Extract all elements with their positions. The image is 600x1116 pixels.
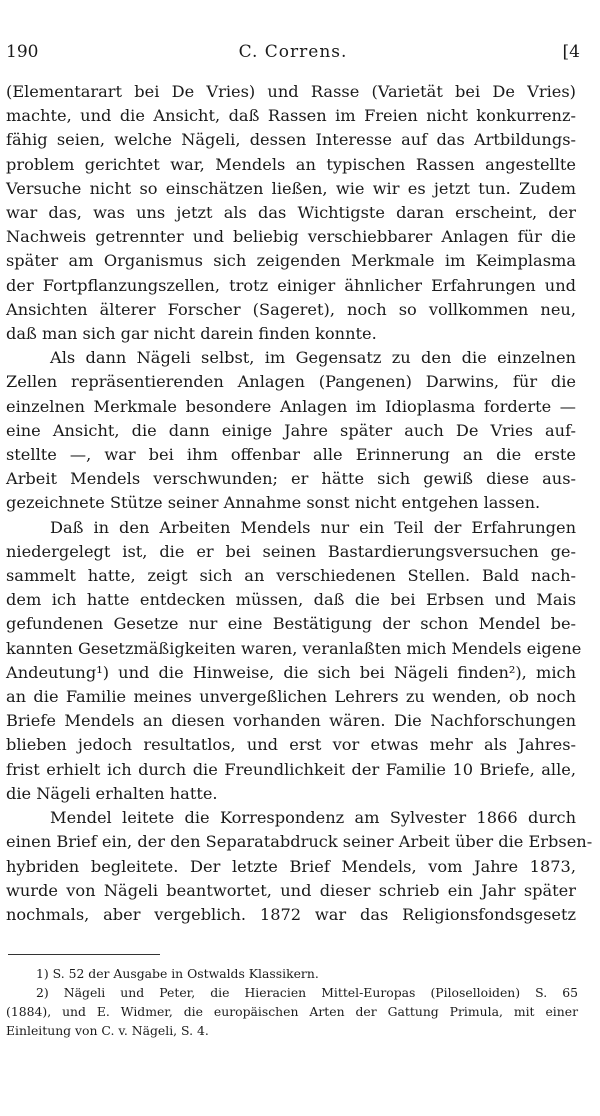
text-line: gezeichnete Stütze seiner Annahme sonst nicht entgehen lassen. — [6, 493, 541, 513]
text-line: Versuche nicht so einschätzen ließen, wie wir es jetzt tun. Zudem — [6, 178, 576, 198]
page-header — [6, 42, 580, 64]
section-bracket: [4 — [562, 42, 580, 62]
text-line: gefundenen Gesetze nur eine Bestätigung der schon Mendel be- — [6, 614, 576, 634]
text-line: die Nägeli erhalten hatte. — [6, 783, 218, 803]
text-line: kannten Gesetzmäßigkeiten waren, veranlaßten mich Mendels eigene — [6, 638, 582, 658]
text-line: nochmals, aber vergeblich. 1872 war das Religionsfondsgesetz — [6, 904, 576, 924]
text-line: Arbeit Mendels verschwunden; er hätte sich gewiß diese aus- — [6, 469, 576, 489]
text-line: daß man sich gar nicht darein finden konnte. — [6, 324, 377, 344]
text-line: einen Brief ein, der den Separatabdruck seiner Arbeit über die Erbsen- — [6, 832, 593, 852]
text-line: Mendel leitete die Korrespondenz am Sylvester 1866 durch — [50, 808, 576, 828]
text-line: machte, und die Ansicht, daß Rassen im Freien nicht konkurrenz- — [6, 106, 576, 126]
text-line: blieben jedoch resultatlos, und erst vor etwas mehr als Jahres- — [6, 735, 576, 755]
text-line: Daß in den Arbeiten Mendels nur ein Teil der Erfahrungen — [50, 517, 576, 537]
text-line: Andeutung¹) und die Hinweise, die sich bei Nägeli finden²), mich — [6, 662, 576, 682]
text-line: Als dann Nägeli selbst, im Gegensatz zu den die einzelnen — [50, 348, 576, 368]
text-line: eine Ansicht, die dann einige Jahre später auch De Vries auf- — [6, 420, 576, 440]
text-line: stellte —, war bei ihm offenbar alle Erinnerung an die erste — [6, 445, 576, 465]
footnotes — [6, 964, 578, 1040]
footnote-divider — [8, 954, 160, 955]
text-line: Nachweis getrennter und beliebig verschiebbarer Anlagen für die — [6, 227, 576, 247]
footnote-line: 2) Nägeli und Peter, die Hieracien Mittel-Europas (Piloselloiden) S. 65 — [36, 985, 578, 1000]
text-line: fähig seien, welche Nägeli, dessen Interesse auf das Artbildungs- — [6, 130, 576, 150]
text-line: frist erhielt ich durch die Freundlichkeit der Familie 10 Briefe, alle, — [6, 759, 576, 779]
text-line: sammelt hatte, zeigt sich an verschiedenen Stellen. Bald nach- — [6, 566, 576, 586]
text-line: dem ich hatte entdecken müssen, daß die bei Erbsen und Mais — [6, 590, 576, 610]
footnote-line: 1) S. 52 der Ausgabe in Ostwalds Klassikern. — [36, 966, 319, 981]
text-line: problem gerichtet war, Mendels an typischen Rassen angestellte — [6, 154, 576, 174]
footnote-line: Einleitung von C. v. Nägeli, S. 4. — [6, 1023, 209, 1038]
text-line: an die Familie meines unvergeßlichen Lehrers zu wenden, ob noch — [6, 687, 576, 707]
text-line: wurde von Nägeli beantwortet, und dieser schrieb ein Jahr später — [6, 880, 576, 900]
text-line: Ansichten älterer Forscher (Sageret), noch so vollkommen neu, — [6, 299, 576, 319]
footnote-line: (1884), und E. Widmer, die europäischen Arten der Gattung Primula, mit einer — [6, 1004, 578, 1019]
body-text — [6, 80, 593, 927]
text-line: Zellen repräsentierenden Anlagen (Pangenen) Darwins, für die — [6, 372, 576, 392]
text-line: hybriden begleitete. Der letzte Brief Mendels, vom Jahre 1873, — [6, 856, 576, 876]
text-line: Briefe Mendels an diesen vorhanden wären. Die Nachforschungen — [6, 711, 576, 731]
text-line: (Elementarart bei De Vries) und Rasse (Varietät bei De Vries) — [6, 82, 576, 101]
text-line: der Fortpflanzungszellen, trotz einiger ähnlicher Erfahrungen und — [6, 275, 576, 295]
text-line: einzelnen Merkmale besondere Anlagen im Idioplasma forderte — — [6, 396, 576, 416]
text-line: war das, was uns jetzt als das Wichtigste daran erscheint, der — [6, 203, 576, 223]
running-title: C. Correns. — [238, 42, 348, 62]
page-number: 190 — [6, 42, 39, 62]
text-line: niedergelegt ist, die er bei seinen Bastardierungsversuchen ge- — [6, 541, 576, 561]
text-line: später am Organismus sich zeigenden Merkmale im Keimplasma — [6, 251, 576, 271]
